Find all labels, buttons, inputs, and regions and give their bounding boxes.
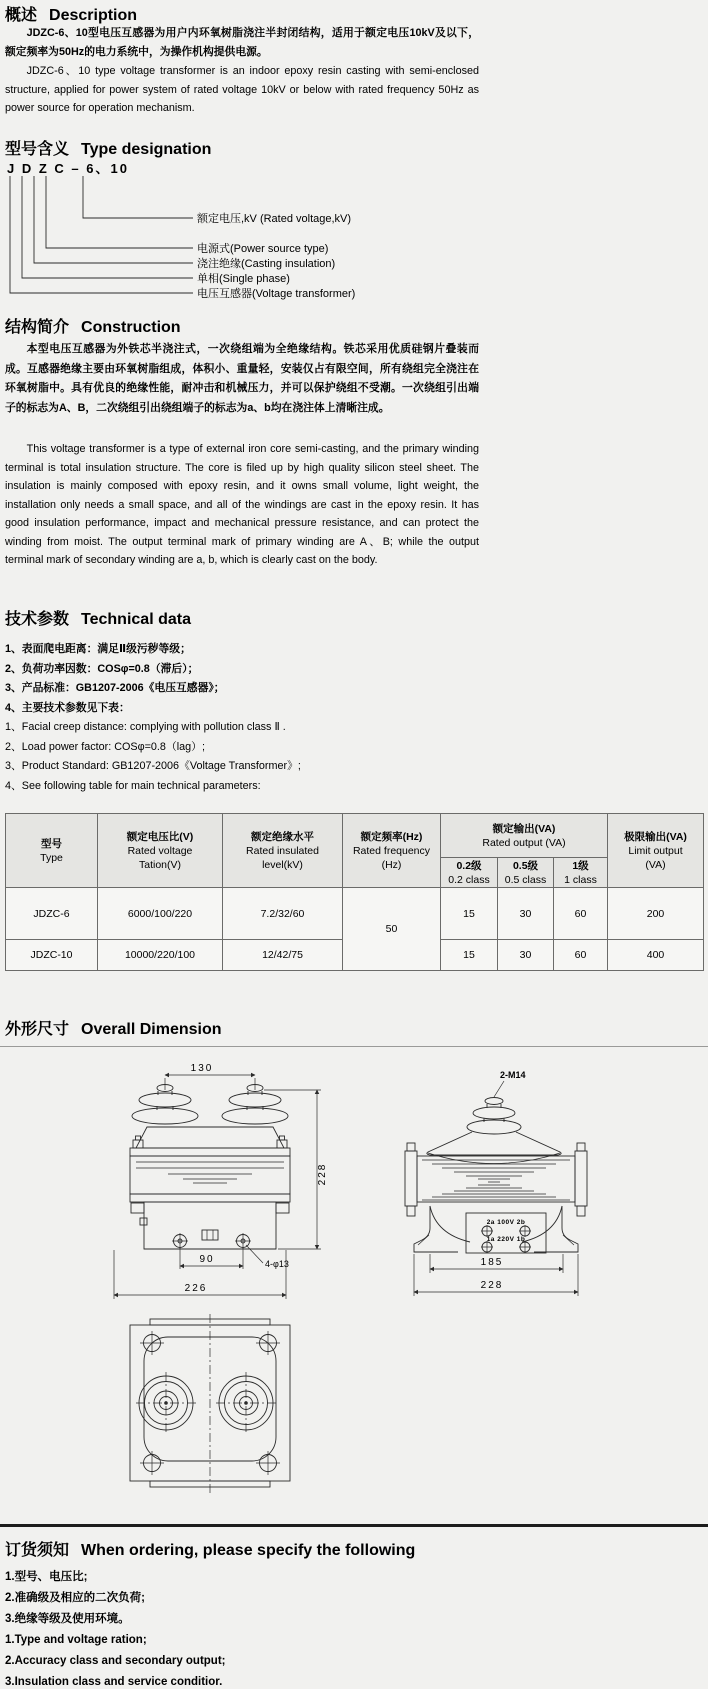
- ordering-heading-zh: 订货须知: [5, 1542, 70, 1559]
- col-header-insulation-level: 额定绝缘水平 Rated insulated level(kV): [223, 814, 343, 888]
- ordering-item: 3.Insulation class and service conditior.: [5, 1676, 223, 1688]
- description-heading-en: Description: [49, 7, 138, 24]
- construction-heading-en: Construction: [81, 319, 181, 336]
- technical-item: 2、Load power factor: COSφ=0.8（lag）;: [5, 740, 205, 753]
- dimension-heading-zh: 外形尺寸: [5, 1021, 70, 1038]
- table-row: [6, 888, 704, 940]
- cell-c1: 60: [554, 940, 608, 971]
- description-heading-zh: 概述: [5, 7, 38, 24]
- cell-limit: 400: [608, 940, 704, 971]
- bottom-view-drawing: [130, 1314, 290, 1493]
- front-view-drawing: [114, 1063, 328, 1299]
- technical-item: 1、Facial creep distance: complying with pollution class Ⅱ .: [5, 721, 286, 733]
- hole-callout-label: 4-φ13: [265, 1259, 289, 1269]
- type-designation-diagram: [5, 176, 435, 302]
- technical-item: 4、See following table for main technical parameters:: [5, 779, 261, 792]
- technical-heading-en: Technical data: [81, 611, 191, 628]
- technical-parameters-table: [5, 813, 704, 971]
- ordering-list-zh: [5, 1567, 145, 1630]
- dimension-heading-en: Overall Dimension: [81, 1021, 222, 1038]
- cell-c02: 15: [441, 940, 498, 971]
- col-header-frequency: 额定频率(Hz) Rated frequency (Hz): [343, 814, 441, 888]
- type-designation-heading-zh: 型号含义: [5, 141, 70, 158]
- cell-limit: 200: [608, 888, 704, 940]
- dim-228-side-label: 228: [480, 1280, 504, 1291]
- ordering-list-en: [5, 1630, 226, 1689]
- type-label-rated-voltage: 额定电压,kV (Rated voltage,kV): [197, 213, 352, 225]
- ordering-item: 3.绝缘等级及使用环境。: [5, 1613, 130, 1625]
- cell-type: JDZC-10: [6, 940, 98, 971]
- dim-130-label: 130: [190, 1063, 214, 1074]
- technical-heading-zh: 技术参数: [5, 611, 70, 628]
- technical-item: 1、表面爬电距离：满足Ⅱ级污秽等级；: [5, 643, 191, 655]
- dim-90-label: 90: [199, 1254, 215, 1265]
- cell-frequency: 50: [343, 888, 441, 971]
- cell-c05: 30: [498, 888, 554, 940]
- cell-c1: 60: [554, 888, 608, 940]
- ordering-divider: [0, 1524, 708, 1527]
- col-header-class-02: 0.2级 0.2 class: [441, 858, 498, 888]
- col-header-limit-output: 极限输出(VA) Limit output (VA): [608, 814, 704, 888]
- description-paragraph-zh: JDZC-6、10型电压互感器为用户内环氧树脂浇注半封闭结构，适用于额定电压10kV及以下，额定频率为50Hz的电力系统中，为操作机构提供电源。: [5, 27, 479, 58]
- col-header-rated-voltage: 额定电压比(V) Rated voltage Tation(V): [98, 814, 223, 888]
- type-model-code: J D Z C – 6、10: [7, 161, 129, 176]
- type-label-voltage-transformer: 电压互感器(Voltage transformer): [197, 288, 356, 300]
- col-header-class-05: 0.5级 0.5 class: [498, 858, 554, 888]
- technical-heading: [5, 606, 191, 629]
- technical-item: 3、Product Standard: GB1207-2006《Voltage Transformer》;: [5, 760, 301, 772]
- technical-item: 3、产品标准：GB1207-2006《电压互感器》；: [5, 682, 225, 694]
- ordering-item: 1.Type and voltage ration;: [5, 1634, 147, 1646]
- type-label-casting-insulation: 浇注绝缘(Casting insulation): [197, 258, 336, 270]
- ordering-item: 1.型号、电压比;: [5, 1571, 88, 1583]
- ordering-heading: [5, 1537, 415, 1560]
- type-designation-heading: [5, 136, 211, 159]
- cell-insulation: 12/42/75: [223, 940, 343, 971]
- construction-heading-zh: 结构简介: [5, 319, 70, 336]
- cell-voltage: 6000/100/220: [98, 888, 223, 940]
- terminal-row2-label: 1a 220V 1b: [486, 1236, 526, 1243]
- cell-c02: 15: [441, 888, 498, 940]
- technical-list-zh: [5, 640, 225, 718]
- col-header-class-1: 1级 1 class: [554, 858, 608, 888]
- terminal-row1-label: 2a 100V 2b: [486, 1219, 526, 1226]
- dim-185-label: 185: [480, 1257, 504, 1268]
- dimension-drawings: [88, 1056, 663, 1516]
- cell-voltage: 10000/220/100: [98, 940, 223, 971]
- technical-item: 4、主要技术参数见下表：: [5, 701, 130, 714]
- cell-c05: 30: [498, 940, 554, 971]
- ordering-item: 2.Accuracy class and secondary output;: [5, 1655, 226, 1667]
- ordering-item: 2.准确级及相应的二次负荷;: [5, 1592, 145, 1604]
- ordering-heading-en: When ordering, please specify the following: [81, 1542, 416, 1559]
- construction-paragraph-en: This voltage transformer is a type of external iron core semi-casting, and the primary winding terminal is total insulation structure. The core is filed up by high quality silicon steel sheet. The insulation is mainly composed with epoxy resin, and it owns small volume, light weight, the installation only needs a small space, and all of the windings are cast in the epoxy resin. It has good insulation performance, impact and mechanical pressure resistance, and can protect the winding from moist. The output terminal mark of primary winding are A、B; while the output terminal mark of secondary winding are a, b, which is clearly cast on the body.: [5, 443, 479, 566]
- type-label-power-source: 电源式(Power source type): [197, 243, 329, 255]
- technical-list-en: [5, 718, 301, 796]
- description-heading: [5, 2, 137, 25]
- bolt-callout-label: 2-M14: [500, 1070, 526, 1080]
- construction-heading: [5, 314, 181, 337]
- side-view-drawing: [405, 1070, 587, 1296]
- col-header-type: 型号 Type: [6, 814, 98, 888]
- type-label-single-phase: 单相(Single phase): [197, 273, 290, 285]
- dim-228-front-label: 228: [317, 1162, 328, 1186]
- description-paragraph-en: JDZC-6、10 type voltage transformer is an indoor epoxy resin casting with semi-enclosed structure, applied for power system of rated voltage 10kV or below with rated frequency 50Hz as power source for operation mechanism.: [5, 65, 479, 114]
- cell-insulation: 7.2/32/60: [223, 888, 343, 940]
- type-designation-heading-en: Type designation: [81, 141, 212, 158]
- cell-type: JDZC-6: [6, 888, 98, 940]
- section-divider: [0, 1046, 708, 1047]
- construction-paragraph-zh: 本型电压互感器为外铁芯半浇注式，一次绕组端为全绝缘结构。铁芯采用优质硅钢片叠装而成。互感器绝缘主要由环氧树脂组成，体积小、重量轻，安装仅占有限空间，所有绕组完全浇注在环氧树脂中。具有优良的绝缘性能，耐冲击和机械压力，并可以保护绕组不受潮。一次绕组引出端子的标志为A、B，二次绕组引出绕组端子的标志为a、b均在浇注体上清晰注成。: [5, 343, 479, 414]
- dim-226-label: 226: [184, 1283, 208, 1294]
- dimension-heading: [5, 1016, 222, 1039]
- technical-item: 2、负荷功率因数：COSφ=0.8（滞后）；: [5, 662, 199, 675]
- col-header-rated-output: 额定输出(VA) Rated output (VA): [441, 814, 608, 858]
